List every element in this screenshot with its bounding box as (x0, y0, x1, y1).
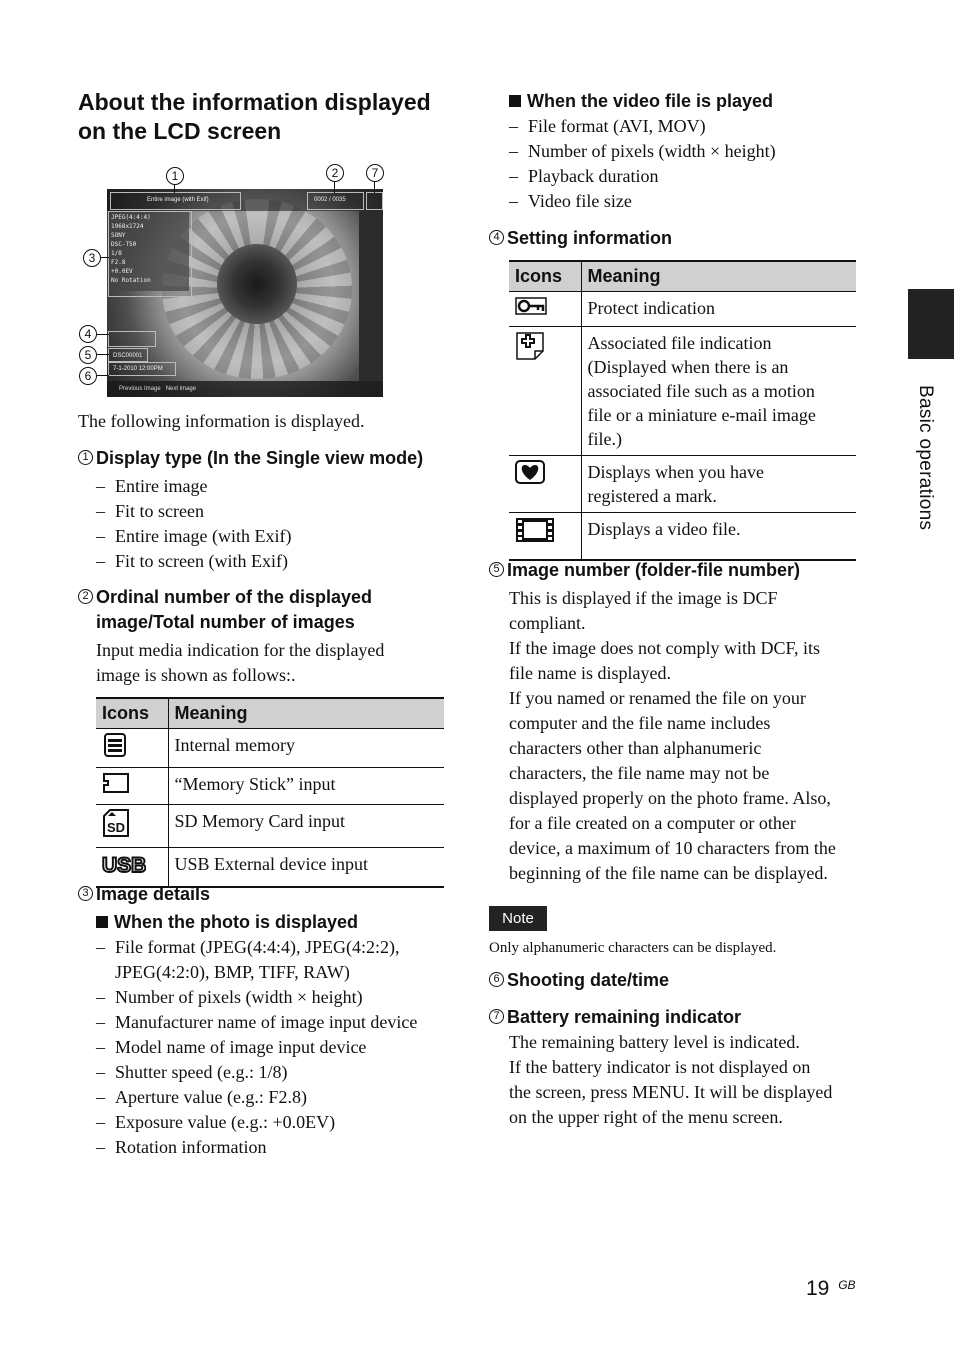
video-subheading-text: When the video file is played (527, 91, 774, 111)
table-row (96, 847, 444, 887)
col-icons: Icons (509, 261, 581, 291)
video-details-list (509, 114, 776, 214)
icon-cell (96, 847, 168, 887)
icon-cell (509, 455, 581, 512)
list-item: – Shutter speed (e.g.: 1/8) (96, 1060, 456, 1085)
meaning-cell: Displays a video file. (581, 512, 856, 560)
section-6-heading (489, 968, 669, 993)
section-2-title (96, 585, 372, 635)
photo-subheading (96, 910, 358, 935)
table-header-row (509, 261, 856, 291)
usb-label: USB (102, 853, 146, 876)
list-item-text: File format (JPEG(4:4:4), JPEG(4:2:2), (115, 937, 400, 957)
col-meaning: Meaning (581, 261, 856, 291)
section-2-title-line: image/Total number of images (96, 612, 355, 632)
section-4-title: Setting information (507, 228, 672, 248)
note-text: Only alphanumeric characters can be displayed. (489, 940, 777, 956)
internal-memory-icon (102, 733, 128, 757)
meaning-line: associated file such as a motion (587, 380, 815, 401)
lcd-detail-line: +0.0EV (111, 268, 133, 275)
callout-5: 5 (79, 346, 97, 364)
section-2-heading (78, 585, 448, 635)
icon-cell (509, 326, 581, 455)
chapter-tab-marker (908, 289, 954, 359)
lcd-detail-line: 1/8 (111, 250, 122, 257)
section-2-text-line: Input media indication for the displayed (96, 640, 385, 660)
icon-cell (96, 804, 168, 847)
section-1-title: Display type (In the Single view mode) (96, 448, 424, 468)
meaning-line: (Displayed when there is an (587, 356, 789, 377)
col-meaning: Meaning (168, 698, 444, 728)
battery-box (366, 192, 383, 210)
table-row (96, 804, 444, 847)
section-7-text (509, 1030, 859, 1130)
icon-cell (96, 767, 168, 804)
list-item: – Playback duration (509, 164, 776, 189)
film-video-icon (515, 517, 555, 543)
icon-cell (96, 728, 168, 767)
callout-lead (334, 181, 335, 193)
display-type-list (96, 474, 291, 574)
callout-lead (97, 354, 109, 355)
page-title: About the information displayed on the LCD screen (78, 89, 431, 144)
table-header-row (96, 698, 444, 728)
section-6-title: Shooting date/time (507, 970, 669, 990)
chapter-tab-label: Basic operations (915, 385, 936, 531)
section-7-heading (489, 1005, 741, 1030)
list-item: – Entire image (with Exif) (96, 524, 291, 549)
square-bullet-icon (509, 95, 521, 107)
meaning-cell (581, 455, 856, 512)
section-5-heading (489, 558, 800, 583)
file-number-box (108, 348, 148, 362)
intro-text: The following information is displayed. (78, 411, 365, 431)
lcd-prev-label: Previous Image (119, 386, 161, 392)
section-3-title: Image details (96, 884, 211, 904)
memory-stick-icon (102, 772, 130, 794)
protect-key-icon (515, 296, 547, 316)
col-icons: Icons (96, 698, 168, 728)
section-1-heading (78, 446, 423, 471)
text-line: If the image does not comply with DCF, its (509, 638, 821, 658)
callout-lead (101, 257, 109, 258)
meaning-line: Associated file indication (587, 332, 772, 353)
sd-label: SD (106, 819, 126, 835)
section-3-heading (78, 882, 210, 907)
list-item: – Rotation information (96, 1135, 456, 1160)
input-media-table (96, 697, 444, 888)
meaning-cell: SD Memory Card input (168, 804, 444, 847)
callout-2: 2 (326, 164, 344, 182)
callout-6: 6 (79, 367, 97, 385)
text-line: file name is displayed. (509, 663, 671, 683)
list-item: – Model name of image input device (96, 1035, 456, 1060)
note-badge: Note (489, 906, 547, 931)
details-box (108, 211, 192, 297)
meaning-line: file.) (587, 428, 622, 449)
section-7-title: Battery remaining indicator (507, 1007, 742, 1027)
list-item: – Number of pixels (width × height) (96, 985, 456, 1010)
meaning-cell: USB External device input (168, 847, 444, 887)
callout-1: 1 (166, 167, 184, 185)
meaning-line: file or a miniature e-mail image (587, 404, 816, 425)
callout-lead (374, 181, 375, 193)
list-item: – Exposure value (e.g.: +0.0EV) (96, 1110, 456, 1135)
number-badge: 6 (489, 972, 504, 987)
table-row (509, 326, 856, 455)
text-line: characters, the file name may not be (509, 763, 770, 783)
text-line: compliant. (509, 613, 586, 633)
settings-box (108, 331, 156, 347)
display-type-box (110, 192, 241, 210)
list-item: – Fit to screen (96, 499, 291, 524)
lcd-detail-line: 1968x1724 (111, 223, 144, 230)
lcd-display-label: Entire image (with Exif) (147, 197, 209, 203)
list-item: – Manufacturer name of image input device (96, 1010, 456, 1035)
text-line: displayed properly on the photo frame. Also, (509, 788, 831, 808)
text-line: This is displayed if the image is DCF (509, 588, 778, 608)
number-badge: 7 (489, 1009, 504, 1024)
table-row (96, 767, 444, 804)
square-bullet-icon (96, 916, 108, 928)
table-row (509, 291, 856, 326)
lcd-file-number: DSC00001 (113, 353, 143, 359)
meaning-cell: Protect indication (581, 291, 856, 326)
datetime-box (108, 362, 176, 376)
list-item: – Aperture value (e.g.: F2.8) (96, 1085, 456, 1110)
photo-details-list (96, 935, 456, 1160)
section-2-text (96, 638, 384, 688)
text-line: for a file created on a computer or other (509, 813, 796, 833)
number-badge: 3 (78, 886, 93, 901)
text-line: beginning of the file name can be displayed. (509, 863, 828, 883)
text-line: The remaining battery level is indicated. (509, 1032, 800, 1052)
number-badge: 1 (78, 450, 93, 465)
icon-cell (509, 512, 581, 560)
list-item (96, 935, 456, 985)
lcd-detail-line: No Rotation (111, 277, 151, 284)
table-row (509, 512, 856, 560)
table-row (509, 455, 856, 512)
photo-subheading-text: When the photo is displayed (114, 912, 359, 932)
list-item: – Entire image (96, 474, 291, 499)
meaning-cell (581, 326, 856, 455)
callout-lead (97, 334, 109, 335)
lcd-detail-line: JPEG(4:4:4) (111, 214, 151, 221)
table-row (96, 728, 444, 767)
page-suffix: GB (838, 1278, 856, 1292)
callout-lead (97, 375, 109, 376)
list-item: – Number of pixels (width × height) (509, 139, 776, 164)
number-badge: 4 (489, 230, 504, 245)
video-subheading (509, 89, 773, 114)
callout-3: 3 (83, 249, 101, 267)
text-line: computer and the file name includes (509, 713, 771, 733)
number-badge: 2 (78, 589, 93, 604)
text-line: on the upper right of the menu screen. (509, 1107, 783, 1127)
meaning-line: Displays when you have (587, 461, 764, 482)
list-item-text: JPEG(4:2:0), BMP, TIFF, RAW) (115, 962, 350, 982)
list-item: – Video file size (509, 189, 776, 214)
text-line: characters other than alphanumeric (509, 738, 762, 758)
icon-cell (509, 291, 581, 326)
section-5-title: Image number (folder-file number) (507, 560, 801, 580)
page-number (806, 1277, 856, 1301)
text-line: If you named or renamed the file on your (509, 688, 806, 708)
meaning-cell: Internal memory (168, 728, 444, 767)
counter-box (307, 192, 364, 210)
callout-lead (174, 184, 175, 193)
text-line: the screen, press MENU. It will be displayed (509, 1082, 833, 1102)
callout-4: 4 (79, 325, 97, 343)
meaning-cell: “Memory Stick” input (168, 767, 444, 804)
page-number-value: 19 (806, 1277, 830, 1300)
usb-icon (102, 852, 146, 876)
sunflower-center (217, 244, 297, 324)
list-item: – Fit to screen (with Exif) (96, 549, 291, 574)
sd-card-icon (102, 809, 130, 837)
lcd-right-strip (359, 211, 383, 381)
lcd-counter: 0002 / 0035 (314, 197, 346, 203)
lcd-detail-line: DSC-T50 (111, 241, 137, 248)
number-badge: 5 (489, 562, 504, 577)
lcd-datetime: 7-1-2010 12:00PM (113, 366, 163, 372)
setting-info-table (509, 260, 856, 561)
lcd-nav-bar (107, 381, 383, 397)
lcd-next-label: Next image (165, 386, 197, 392)
section-4-heading (489, 226, 672, 251)
section-2-text-line: image is shown as follows:. (96, 665, 296, 685)
callout-7: 7 (366, 164, 384, 182)
list-item: – File format (AVI, MOV) (509, 114, 776, 139)
associated-file-icon (515, 331, 545, 361)
section-2-title-line: Ordinal number of the displayed (96, 587, 373, 607)
text-line: If the battery indicator is not displayed on (509, 1057, 811, 1077)
lcd-detail-line: SONY (111, 232, 126, 239)
section-5-text (509, 586, 859, 886)
lcd-detail-line: F2.8 (111, 259, 126, 266)
text-line: device, a maximum of 10 characters from the (509, 838, 836, 858)
meaning-line: registered a mark. (587, 485, 717, 506)
heart-mark-icon (515, 460, 545, 484)
